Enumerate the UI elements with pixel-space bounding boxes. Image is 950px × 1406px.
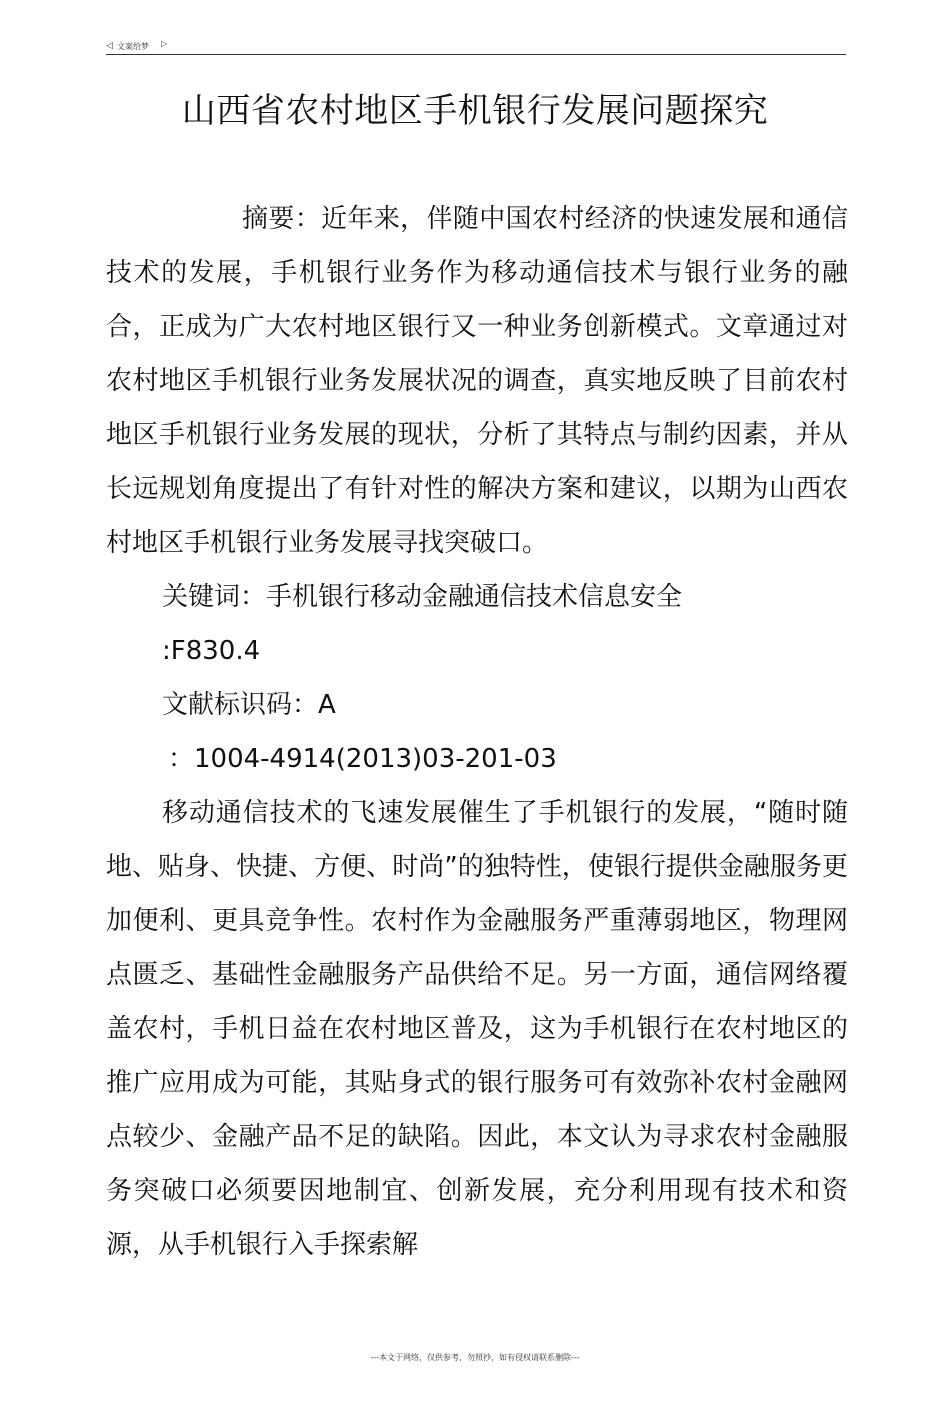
page-header	[106, 38, 846, 55]
body-paragraph: 移动通信技术的飞速发展催生了手机银行的发展，“随时随地、贴身、快捷、方便、时尚”的独特性，使银行提供金融服务更加便利、更具竞争性。农村作为金融服务严重薄弱地区，物理网点匮乏、基础性金融服务产品供给不足。另一方面，通信网络覆盖农村，手机日益在农村地区普及，这为手机银行在农村地区的推广应用成为可能，其贴身式的银行服务可有效弥补农村金融网点较少、金融产品不足的缺陷。因此，本文认为寻求农村金融服务突破口必须要因地制宜、创新发展，充分利用现有技术和资源，从手机银行入手探索解	[106, 798, 848, 1260]
document-code-line: 文献标识码：A	[162, 690, 336, 720]
left-triangle-icon: ◁	[106, 41, 113, 51]
keywords-line: 关键词：手机银行移动金融通信技术信息安全	[162, 582, 683, 612]
header-brand: 文案给梦	[117, 42, 149, 51]
abstract-paragraph: 摘要：近年来，伴随中国农村经济的快速发展和通信技术的发展，手机银行业务作为移动通信技术与银行业务的融合，正成为广大农村地区银行又一种业务创新模式。文章通过对农村地区手机银行业务发展状况的调查，真实地反映了目前农村地区手机银行业务发展的现状，分析了其特点与制约因素，并从长远规划角度提出了有针对性的解决方案和建议，以期为山西农村地区手机银行业务发展寻找突破口。	[106, 204, 848, 558]
page-footer: ---本文于网络，仅供参考，勿照抄，如有侵权请联系删除---	[370, 1353, 580, 1362]
right-triangle-icon: ▷	[161, 39, 168, 48]
classification-line: :F830.4	[162, 636, 261, 666]
document-body	[106, 192, 848, 1272]
document-title: 山西省农村地区手机银行发展问题探究	[181, 91, 769, 131]
article-id-line: ：1004-4914(2013)03-201-03	[168, 744, 557, 774]
